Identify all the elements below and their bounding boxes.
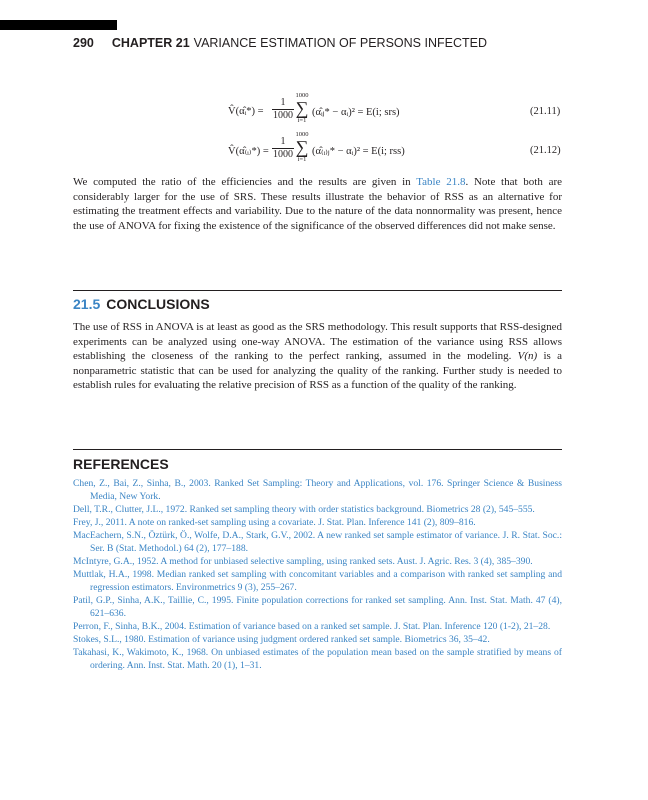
section-number: 21.5: [73, 296, 101, 312]
sum-lower-limit: i=1: [297, 156, 307, 163]
statistic-symbol: V(n): [517, 350, 538, 363]
section-divider: [73, 290, 562, 291]
page-number: 290: [73, 36, 94, 50]
references-heading: REFERENCES: [73, 456, 169, 472]
chapter-label: CHAPTER 21: [111, 36, 190, 50]
reference-item[interactable]: Perron, F., Sinha, B.K., 2004. Estimation of variance based on a ranked set sample. J. Stat. Plan. Inference 120 (1-2), 21–28.: [73, 621, 551, 632]
fraction-denominator: 1000: [273, 149, 293, 160]
equation-rhs: (α̂₍ᵢ₎ⱼ* − αᵢ)² = E(i; rss): [312, 146, 405, 157]
fraction-numerator: 1: [272, 97, 294, 110]
reference-item[interactable]: Takahasi, K., Wakimoto, K., 1968. On unbiased estimates of the population mean based on the sample stratified by means of ordering. Ann. Inst. Stat. Math. 20 (1), 1–31.: [73, 647, 562, 671]
running-header: [73, 36, 487, 50]
sum-upper-limit: 1000: [295, 131, 309, 138]
paragraph-text: We computed the ratio of the efficiencies and the results are given in: [73, 176, 417, 188]
reference-item[interactable]: Chen, Z., Bai, Z., Sinha, B., 2003. Ranked Set Sampling: Theory and Applications, vol. 176. Springer Science & Business Media, New York.: [73, 478, 562, 502]
paragraph-text: The use of RSS in ANOVA is at least as good as the SRS methodology. This result supports that RSS-designed experiments can be analyzed using one-way ANOVA. The estimation of the variance using RSS allows establishing the closeness of the ranking to the perfect ranking, assumed in the modeling.: [73, 321, 562, 363]
reference-item[interactable]: Dell, T.R., Clutter, J.L., 1972. Ranked set sampling theory with order statistics background. Biometrics 28 (2), 545–555.: [73, 504, 535, 515]
reference-item[interactable]: Patil, G.P., Sinha, A.K., Taillie, C., 1995. Finite population corrections for ranked set sampling. Ann. Inst. Stat. Math. 47 (4), 621–636.: [73, 595, 562, 619]
references-divider: [73, 449, 562, 450]
summation-symbol: [294, 92, 310, 125]
fraction-denominator: 1000: [273, 110, 293, 121]
equation-fraction: [272, 136, 294, 161]
results-paragraph: [73, 175, 562, 233]
table-reference-link[interactable]: Table 21.8: [416, 176, 466, 188]
equation-fraction: [272, 97, 294, 122]
equation-rhs: (α̂ᵢⱼ* − αᵢ)² = E(i; srs): [312, 107, 400, 118]
reference-item[interactable]: McIntyre, G.A., 1952. A method for unbiased selective sampling, using ranked sets. Aust. J. Agric. Res. 3 (4), 385–390.: [73, 556, 533, 567]
equation-number: (21.12): [530, 145, 561, 156]
equation-lhs: V̂(α̂ᵢ*) =: [228, 106, 264, 117]
reference-item[interactable]: Frey, J., 2011. A note on ranked-set sampling using a covariate. J. Stat. Plan. Inference 141 (2), 809–816.: [73, 517, 476, 528]
header-bar: [0, 20, 117, 30]
section-title: CONCLUSIONS: [106, 296, 210, 312]
equation-number: (21.11): [530, 106, 561, 117]
paragraph-text: is a nonparametric statistic that can be used for analyzing the quality of the ranking. Further study is needed to establish rules for evaluating the relative precision of RSS as a function of the quality of the ranking.: [73, 350, 562, 392]
summation-symbol: [294, 131, 310, 164]
reference-item[interactable]: Stokes, S.L., 1980. Estimation of variance using judgment ordered ranked set sample. Biometrics 36, 35–42.: [73, 634, 490, 645]
reference-list: [73, 477, 562, 672]
fraction-numerator: 1: [272, 136, 294, 149]
sum-lower-limit: i=1: [297, 117, 307, 124]
equation-lhs: V̂(α̂₍ᵢ₎*) =: [228, 146, 269, 157]
reference-item[interactable]: Muttlak, H.A., 1998. Median ranked set sampling with concomitant variables and a comparison with ranked set sampling and regression estimators. Environmetrics 9 (3), 255–267.: [73, 569, 562, 593]
reference-item[interactable]: MacEachern, S.N., Öztürk, Ö., Wolfe, D.A., Stark, G.V., 2002. A new ranked set sample estimator of variance. J. R. Stat. Soc.: Ser. B (Stat. Methodol.) 64 (2), 177–188.: [73, 530, 562, 554]
sigma-glyph: ∑: [295, 137, 309, 157]
sum-upper-limit: 1000: [295, 92, 309, 99]
conclusions-paragraph: [73, 320, 562, 393]
chapter-title: VARIANCE ESTIMATION OF PERSONS INFECTED: [193, 36, 487, 50]
sigma-glyph: ∑: [295, 98, 309, 118]
paragraph-text: . Note that both are considerably larger for the use of SRS. These results illustrate the behavior of RSS as an alternative for estimating the treatment effects and variability. Due to the nature of the data nonnormality was present, hence the use of ANOVA for fixing the existence of the significance of the observed differences did not make sense.: [73, 176, 562, 232]
section-heading: [73, 296, 210, 312]
